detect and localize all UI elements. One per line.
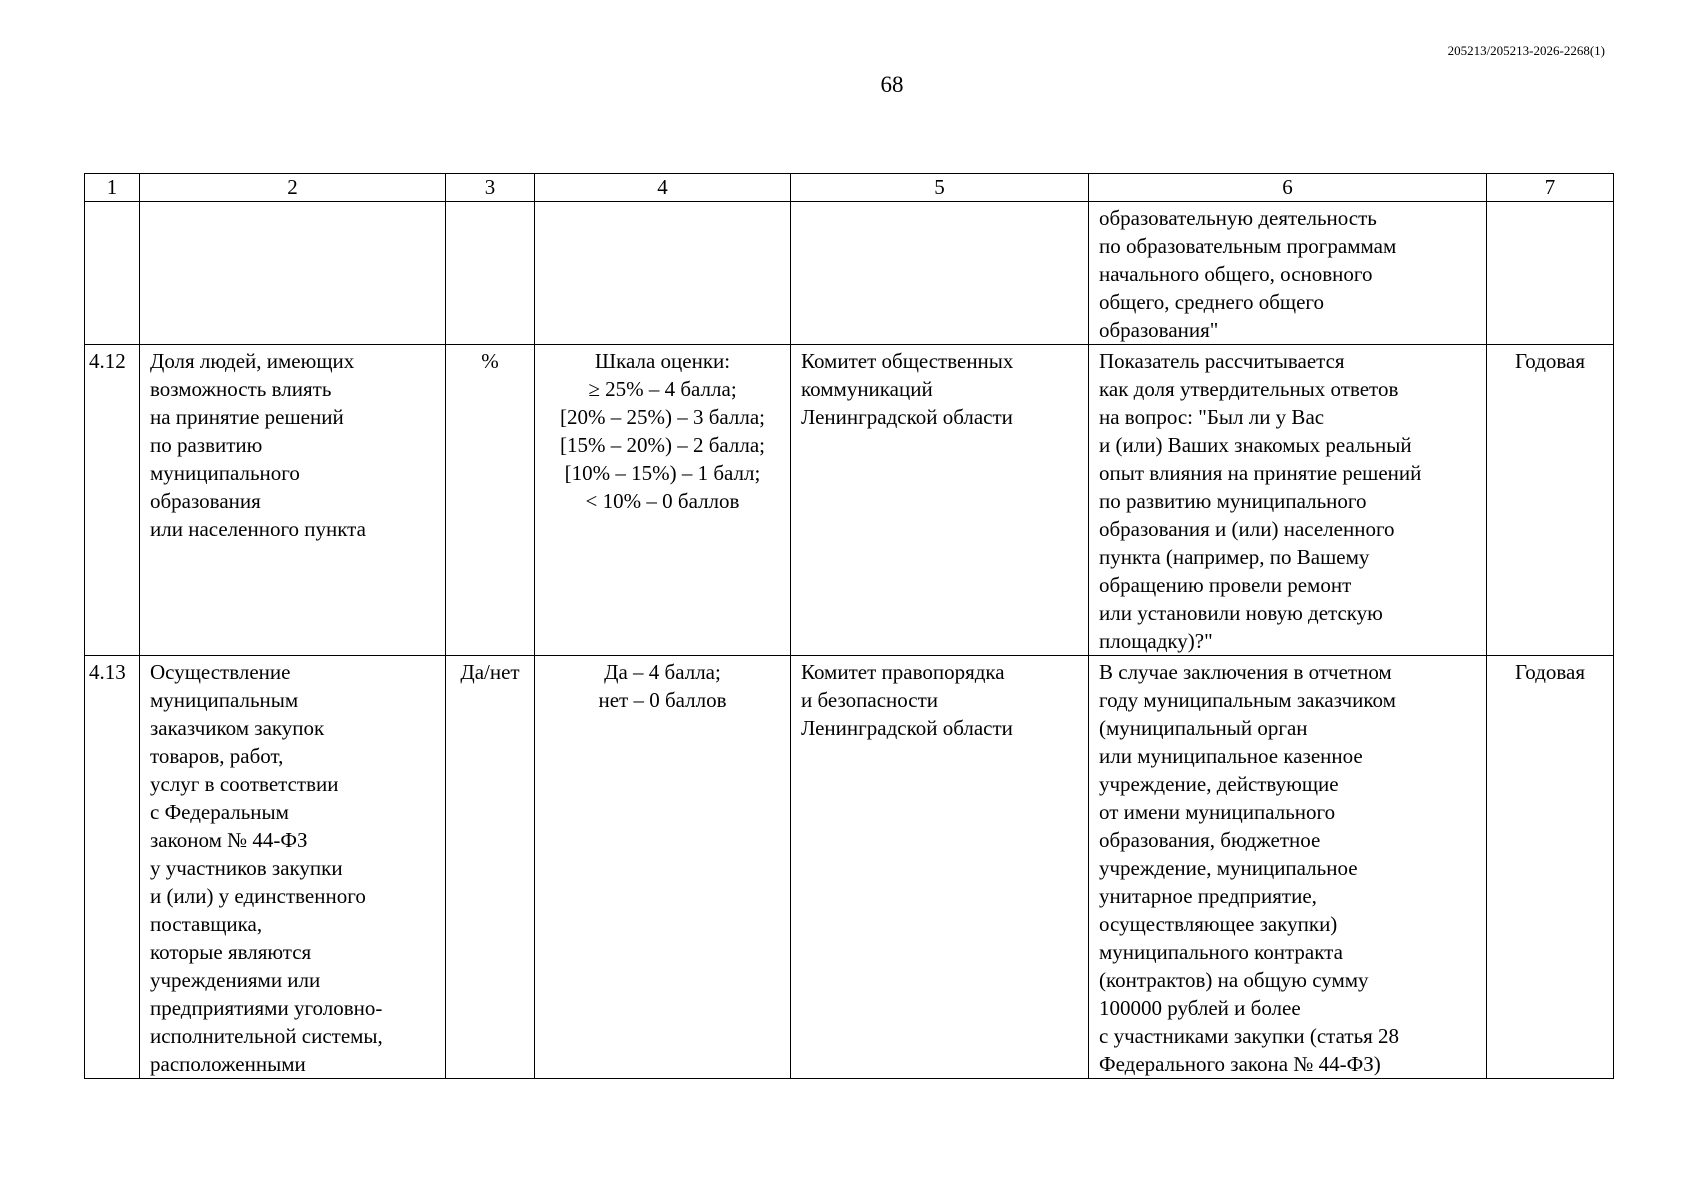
cell-responsible — [791, 202, 1089, 345]
cell-number: 4.13 — [85, 656, 140, 1079]
cell-scale: Шкала оценки: ≥ 25% – 4 балла; [20% – 25%) – 3 балла; [15% – 20%) – 2 балла; [10% – 15%) – 1 балл; < 10% – 0 баллов — [535, 345, 791, 656]
page-number: 68 — [880, 72, 904, 97]
cell-unit: Да/нет — [446, 656, 535, 1079]
table-row — [85, 656, 1614, 1079]
cell-number — [85, 202, 140, 345]
table-header-row — [85, 174, 1614, 202]
cell-method: В случае заключения в отчетном году муниципальным заказчиком (муниципальный орган или муниципальное казенное учреждение, действующие от имени муниципального образования, бюджетное учреждение, муниципальное унитарное предприятие, осуществляющее закупки) муниципального контракта (контрактов) на общую сумму 100000 рублей и более с участниками закупки (статья 28 Федерального закона № 44-ФЗ) — [1089, 656, 1487, 1079]
column-header: 2 — [140, 174, 446, 202]
column-header: 5 — [791, 174, 1089, 202]
cell-responsible: Комитет правопорядка и безопасности Ленинградской области — [791, 656, 1089, 1079]
cell-responsible: Комитет общественных коммуникаций Ленинградской области — [791, 345, 1089, 656]
cell-method: образовательную деятельность по образовательным программам начального общего, основного общего, среднего общего образования" — [1089, 202, 1487, 345]
column-header: 3 — [446, 174, 535, 202]
column-header: 7 — [1487, 174, 1614, 202]
table-row — [85, 202, 1614, 345]
cell-indicator-name: Осуществление муниципальным заказчиком закупок товаров, работ, услуг в соответствии с Федеральным законом № 44-ФЗ у участников закупки и (или) у единственного поставщика, которые являются учреждениями или предприятиями уголовно- исполнительной системы, расположенными — [140, 656, 446, 1079]
cell-indicator-name: Доля людей, имеющих возможность влиять на принятие решений по развитию муниципального образования или населенного пункта — [140, 345, 446, 656]
cell-method: Показатель рассчитывается как доля утвердительных ответов на вопрос: "Был ли у Вас и (или) Ваших знакомых реальный опыт влияния на принятие решений по развитию муниципального образования и (или) населенного пункта (например, по Вашему обращению провели ремонт или установили новую детскую площадку)?" — [1089, 345, 1487, 656]
cell-period — [1487, 202, 1614, 345]
cell-indicator-name — [140, 202, 446, 345]
cell-unit: % — [446, 345, 535, 656]
cell-scale — [535, 202, 791, 345]
table-row — [85, 345, 1614, 656]
indicators-table — [84, 173, 1614, 1079]
column-header: 6 — [1089, 174, 1487, 202]
column-header: 4 — [535, 174, 791, 202]
cell-period: Годовая — [1487, 345, 1614, 656]
cell-period: Годовая — [1487, 656, 1614, 1079]
cell-scale: Да – 4 балла; нет – 0 баллов — [535, 656, 791, 1079]
cell-number: 4.12 — [85, 345, 140, 656]
cell-unit — [446, 202, 535, 345]
document-id: 205213/205213-2026-2268(1) — [1447, 43, 1605, 58]
column-header: 1 — [85, 174, 140, 202]
